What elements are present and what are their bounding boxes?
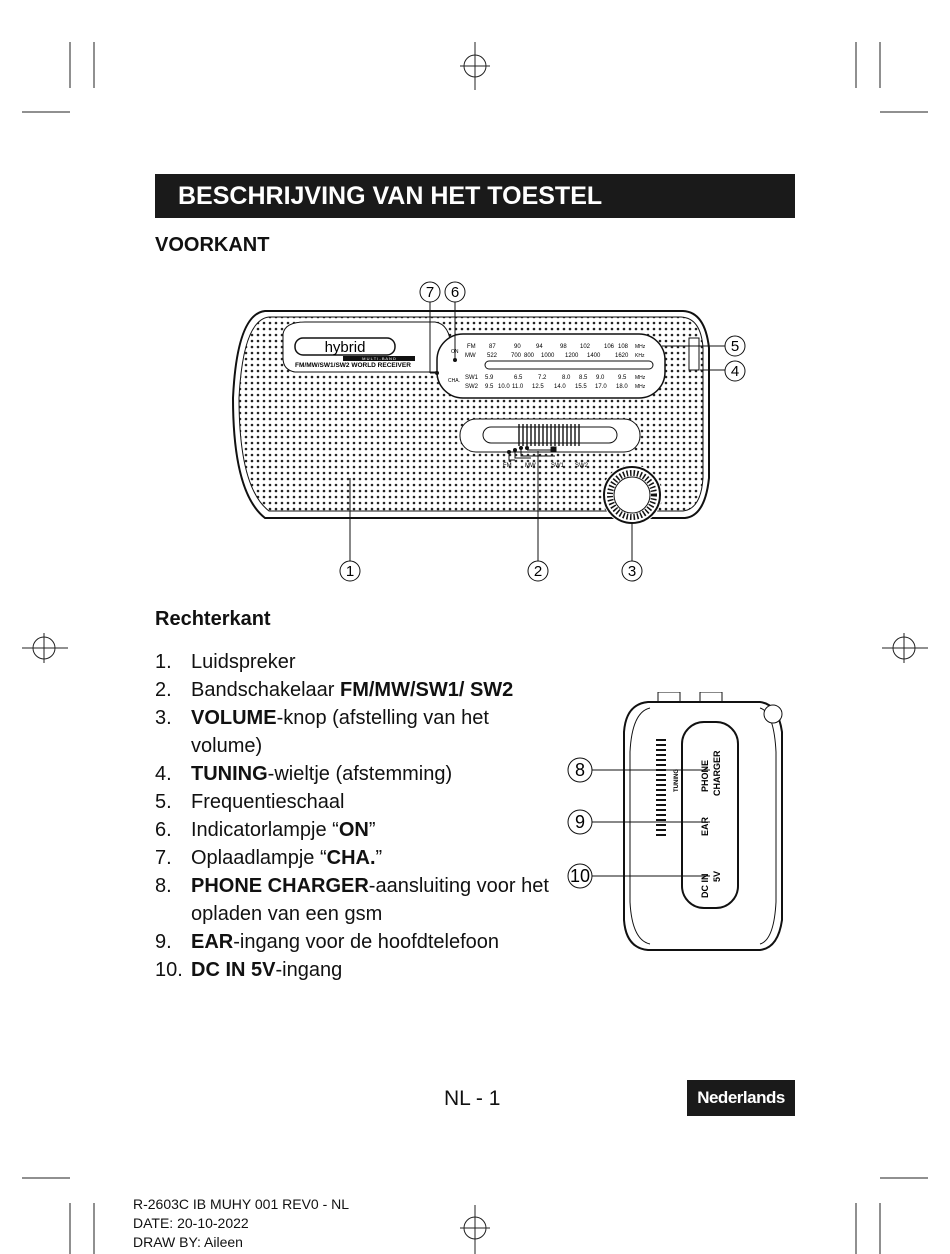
svg-text:8.5: 8.5 xyxy=(579,375,588,381)
svg-text:9.0: 9.0 xyxy=(596,375,605,381)
svg-text:6.5: 6.5 xyxy=(514,375,523,381)
feature-text: -aansluiting voor het opladen van een gsm xyxy=(191,875,549,925)
svg-text:MHz: MHz xyxy=(635,344,646,350)
svg-text:9.5: 9.5 xyxy=(618,375,627,381)
svg-text:10.0: 10.0 xyxy=(498,384,510,390)
svg-text:1: 1 xyxy=(345,563,355,580)
feature-text: FM/MW/SW1/ SW2 xyxy=(339,679,514,701)
svg-text:MW: MW xyxy=(525,463,536,469)
document-footer xyxy=(133,1195,349,1252)
feature-text: -wieltje (afstemming) xyxy=(267,763,453,785)
svg-text:94: 94 xyxy=(536,344,543,350)
svg-text:3: 3 xyxy=(627,563,637,580)
svg-text:7.2: 7.2 xyxy=(538,375,547,381)
svg-text:MHz: MHz xyxy=(635,384,646,390)
language-badge: Nederlands xyxy=(687,1080,795,1116)
feature-number: 1. xyxy=(155,651,172,673)
feature-item xyxy=(155,676,555,704)
feature-text: TUNING xyxy=(191,763,268,785)
model-text: FM/MW/SW1/SW2 WORLD RECEIVER xyxy=(295,362,411,369)
svg-text:5.9: 5.9 xyxy=(485,375,494,381)
svg-text:17.0: 17.0 xyxy=(595,384,607,390)
phone-label: PHONE xyxy=(700,759,710,792)
svg-text:10: 10 xyxy=(569,866,591,886)
svg-text:1620: 1620 xyxy=(615,353,629,359)
feature-item xyxy=(155,844,555,872)
svg-text:700: 700 xyxy=(511,353,522,359)
ear-label: EAR xyxy=(700,816,710,836)
svg-text:KHz: KHz xyxy=(635,353,645,359)
feature-number: 2. xyxy=(155,679,172,701)
radio-side-diagram xyxy=(560,692,800,958)
feature-text: VOLUME xyxy=(191,707,277,729)
feature-text: ” xyxy=(368,819,376,841)
feature-text: -ingang voor de hoofdtelefoon xyxy=(233,931,499,953)
page-number: NL - 1 xyxy=(444,1087,501,1110)
feature-text: Oplaadlampje “ xyxy=(191,847,327,869)
side-callouts xyxy=(568,758,592,888)
feature-number: 9. xyxy=(155,931,172,953)
cha-label: CHA. xyxy=(448,378,460,384)
svg-text:7: 7 xyxy=(425,284,435,301)
5v-label: 5V xyxy=(712,870,722,882)
feature-text: -ingang xyxy=(275,959,343,981)
svg-text:90: 90 xyxy=(514,344,521,350)
feature-text: ” xyxy=(375,847,383,869)
svg-text:8: 8 xyxy=(574,760,586,780)
feature-item xyxy=(155,816,555,844)
feature-text: ON xyxy=(338,819,369,841)
svg-text:14.0: 14.0 xyxy=(554,384,566,390)
svg-text:FM: FM xyxy=(467,344,476,350)
svg-text:1200: 1200 xyxy=(565,353,579,359)
svg-text:87: 87 xyxy=(489,344,496,350)
svg-text:FM: FM xyxy=(503,463,512,469)
feature-number: 4. xyxy=(155,763,172,785)
feature-text: Frequentieschaal xyxy=(191,791,345,813)
footer-revision: R-2603C IB MUHY 001 REV0 - NL xyxy=(133,1196,350,1212)
feature-number: 7. xyxy=(155,847,172,869)
on-indicator xyxy=(453,358,457,362)
tuning-label: TUNING xyxy=(674,769,680,792)
svg-text:18.0: 18.0 xyxy=(616,384,628,390)
on-label: ON xyxy=(451,349,459,355)
dcin-label: DC IN xyxy=(700,873,710,898)
svg-text:5: 5 xyxy=(730,338,740,355)
svg-text:8.0: 8.0 xyxy=(562,375,571,381)
section-title: BESCHRIJVING VAN HET TOESTEL xyxy=(155,174,795,218)
feature-text: Luidspreker xyxy=(191,651,296,673)
feature-item xyxy=(155,648,555,676)
footer-date: DATE: 20-10-2022 xyxy=(133,1215,249,1231)
front-heading: VOORKANT xyxy=(155,234,270,256)
feature-text: PHONE CHARGER xyxy=(191,875,369,897)
svg-text:SW2: SW2 xyxy=(465,384,479,390)
svg-text:98: 98 xyxy=(560,344,567,350)
svg-text:522: 522 xyxy=(487,353,498,359)
feature-number: 5. xyxy=(155,791,172,813)
svg-text:SW2: SW2 xyxy=(575,463,589,469)
feature-text: Indicatorlampje “ xyxy=(191,819,339,841)
feature-item xyxy=(155,788,555,816)
svg-text:106: 106 xyxy=(604,344,615,350)
svg-text:4: 4 xyxy=(730,363,740,380)
feature-text: DC IN 5V xyxy=(191,959,276,981)
footer-drawn-by: DRAW BY: Aileen xyxy=(133,1234,243,1250)
feature-item xyxy=(155,872,555,928)
svg-text:2: 2 xyxy=(533,563,543,580)
svg-text:15.5: 15.5 xyxy=(575,384,587,390)
feature-text: Bandschakelaar xyxy=(191,679,340,701)
feature-text: -knop (afstelling van het volume) xyxy=(191,707,489,757)
cha-indicator xyxy=(435,371,439,375)
svg-text:1000: 1000 xyxy=(541,353,555,359)
svg-text:108: 108 xyxy=(618,344,629,350)
right-side-heading: Rechterkant xyxy=(155,608,271,630)
feature-number: 6. xyxy=(155,819,172,841)
svg-text:12.5: 12.5 xyxy=(532,384,544,390)
brand-logo: hybrid xyxy=(324,339,366,356)
feature-text: EAR xyxy=(191,931,234,953)
svg-text:SW1: SW1 xyxy=(465,375,479,381)
svg-text:6: 6 xyxy=(450,284,460,301)
svg-text:9.5: 9.5 xyxy=(485,384,494,390)
charger-label: CHARGER xyxy=(712,750,722,796)
feature-item xyxy=(155,956,555,984)
svg-text:SW1: SW1 xyxy=(551,463,565,469)
feature-number: 3. xyxy=(155,707,172,729)
feature-text: CHA. xyxy=(326,847,376,869)
svg-text:M U L T I - B A N D: M U L T I - B A N D xyxy=(362,356,396,361)
feature-item xyxy=(155,760,555,788)
svg-text:11.0: 11.0 xyxy=(512,384,524,390)
radio-front-diagram xyxy=(225,278,755,588)
svg-text:1400: 1400 xyxy=(587,353,601,359)
feature-item xyxy=(155,704,555,760)
jack-panel xyxy=(682,722,738,908)
svg-text:800: 800 xyxy=(524,353,535,359)
svg-text:9: 9 xyxy=(574,812,586,832)
feature-list xyxy=(155,648,555,984)
svg-text:102: 102 xyxy=(580,344,591,350)
feature-number: 10. xyxy=(155,959,183,981)
svg-text:MHz: MHz xyxy=(635,375,646,381)
feature-number: 8. xyxy=(155,875,172,897)
svg-text:MW: MW xyxy=(465,353,476,359)
feature-item xyxy=(155,928,555,956)
